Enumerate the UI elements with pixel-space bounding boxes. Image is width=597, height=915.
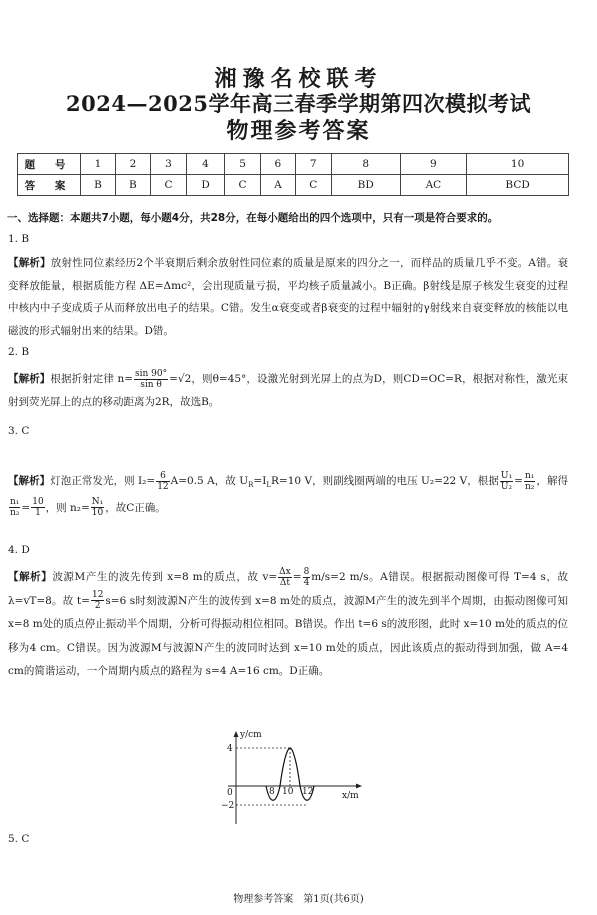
fraction: $\frac{\sin 90^\circ}{\text{sin θ}}$ — [135, 368, 168, 390]
page-footer: 物理参考答案 第1页(共6页) — [233, 894, 364, 905]
row-label-number: 题 号 — [18, 154, 81, 175]
y-tick-label: −2 — [221, 801, 235, 811]
fraction: $\frac{\text{n₁}}{\text{n₂}}$ — [10, 497, 20, 519]
question-3-analysis: 【解析】灯泡正常发光，则 I₂= $\frac{6}{12}$ A=0.5 A，故 $U_R=I_LR=10$ V，则副线圈两端的电压 U₂=22 V，根据 $\frac{\text{U₁}}{\text{U₂}}$ = $\frac{\text{n₁}}{\text{n₂}}$ ，解得 $\frac{\text{n₁}}{\text{n₂}}$ = $\frac{10}{1}$ ，则 n₂= $\frac{\text{N₁}}{10}$ ，故C正确。 — [8, 470, 569, 519]
analysis-tag: 【解析】 — [8, 475, 51, 487]
fraction: $\frac{10}{1}$ — [32, 497, 44, 519]
question-number: 4 — [187, 154, 225, 175]
x-tick-label: 12 — [302, 787, 314, 797]
question-4-analysis: 【解析】波源M产生的波先传到 x=8 m的质点，故 v= $\frac{\Delta x}{\Delta t}$ = $\frac{8}{4}$ m/s=2 m/s。A错误。根据振动图像可得 T=4 s，故λ=vT=8。故 t= $\frac{12}{2}$ s=6 s时刻波源N产生的波传到 x=8 m处的质点，波源M产生的波先到半个周期，由振动图像可知 x=8 m处的质点停止振动半个周期，分析可得振动相位相同。B错误。作出 t=6 s的波形图，此时 x=10 m处的质点的位移为4 cm。C错误。因为波源M与波源N产生的波同时达到 x=10 m处的质点，因此该质点的振动得到加强，做 A=4 cm的简谐运动，一个周期内质点的路程为 s=4 A=16 cm。D正确。 — [8, 566, 569, 677]
fraction: $\frac{8}{4}$ — [303, 566, 310, 588]
fraction: $\frac{\text{n₁}}{\text{n₂}}$ — [524, 470, 535, 492]
question-number: 10 — [467, 154, 569, 175]
question-number: 6 — [261, 154, 295, 175]
x-tick-label: 8 — [269, 787, 275, 797]
question-2-number: 2. B — [8, 346, 30, 358]
answer-cell: A — [261, 175, 295, 196]
question-number-row — [18, 154, 569, 175]
question-number: 5 — [224, 154, 260, 175]
answer-cell: D — [187, 175, 225, 196]
answer-cell: C — [295, 175, 331, 196]
answer-table — [17, 153, 569, 196]
fraction: $\frac{12}{2}$ — [91, 590, 104, 611]
question-number: 1 — [81, 154, 116, 175]
question-2-analysis: 【解析】根据折射定律 n= $\frac{\sin 90^\circ}{\text{sin θ}}$ =√2，则θ=45°，设激光射到光屏上的点为D，则CD=OC=R，根据对称性，激光束射到荧光屏上的点的移动距离为2R，故选B。 — [8, 368, 568, 408]
answer-row — [18, 175, 569, 196]
question-1-analysis — [8, 252, 568, 342]
y-axis-arrow-icon — [234, 731, 239, 737]
fraction: $\frac{\Delta x}{\Delta t}$ — [279, 566, 291, 588]
question-number: 7 — [295, 154, 331, 175]
fraction: $\frac{\text{U₁}}{\text{U₂}}$ — [500, 470, 513, 492]
exam-org-title: 湘豫名校联考 — [214, 66, 383, 92]
answer-cell: BD — [331, 175, 400, 196]
x-tick-label: 10 — [282, 787, 294, 797]
question-number: 2 — [115, 154, 150, 175]
wave-graph — [218, 728, 368, 828]
y-axis-label: y/cm — [240, 730, 262, 740]
question-1-number: 1. B — [8, 233, 30, 245]
question-1-text: 放射性同位素经历2个半衰期后剩余放射性同位素的质量是原来的四分之一，而样品的质量几乎不变。A错。衰变释放能量，根据质能方程 ΔE=Δmc²，会出现质量亏损，平均核子质量减小。B正确。β射线是原子核发生衰变的过程中核内中子变成质子从而释放出电子的结果。C错。发生α衰变或者β衰变的过程中辐射的γ射线来自衰变释放的核能以电磁波的形式辐射出来的结果。D错。 — [8, 257, 569, 337]
analysis-tag: 【解析】 — [8, 373, 51, 385]
x-axis-arrow-icon — [356, 784, 362, 789]
analysis-tag: 【解析】 — [8, 571, 53, 583]
question-3-number: 3. C — [8, 425, 30, 437]
answer-cell: AC — [400, 175, 467, 196]
x-axis-label: x/m — [342, 791, 359, 801]
y-tick-label: 4 — [227, 744, 233, 754]
exam-name-title: 2024—2025学年高三春季学期第四次模拟考试 — [66, 91, 531, 116]
question-number: 9 — [400, 154, 467, 175]
fraction: $\frac{6}{12}$ — [157, 470, 169, 492]
question-number: 8 — [331, 154, 400, 175]
answer-cell: BCD — [467, 175, 569, 196]
row-label-answer: 答 案 — [18, 175, 81, 196]
answer-cell: C — [224, 175, 260, 196]
answer-cell: B — [115, 175, 150, 196]
section-heading: 一、选择题：本题共7小题，每小题4分，共28分，在每小题给出的四个选项中，只有一项是符合要求的。 — [7, 212, 499, 224]
answer-cell: C — [150, 175, 186, 196]
answer-cell: B — [81, 175, 116, 196]
document-title: 物理参考答案 — [226, 118, 371, 144]
question-4-number: 4. D — [8, 544, 30, 556]
fraction: $\frac{\text{N₁}}{10}$ — [91, 497, 104, 519]
analysis-tag: 【解析】 — [8, 257, 51, 269]
y-tick-label: 0 — [227, 788, 233, 798]
question-number: 3 — [150, 154, 186, 175]
question-5-number: 5. C — [8, 833, 30, 845]
